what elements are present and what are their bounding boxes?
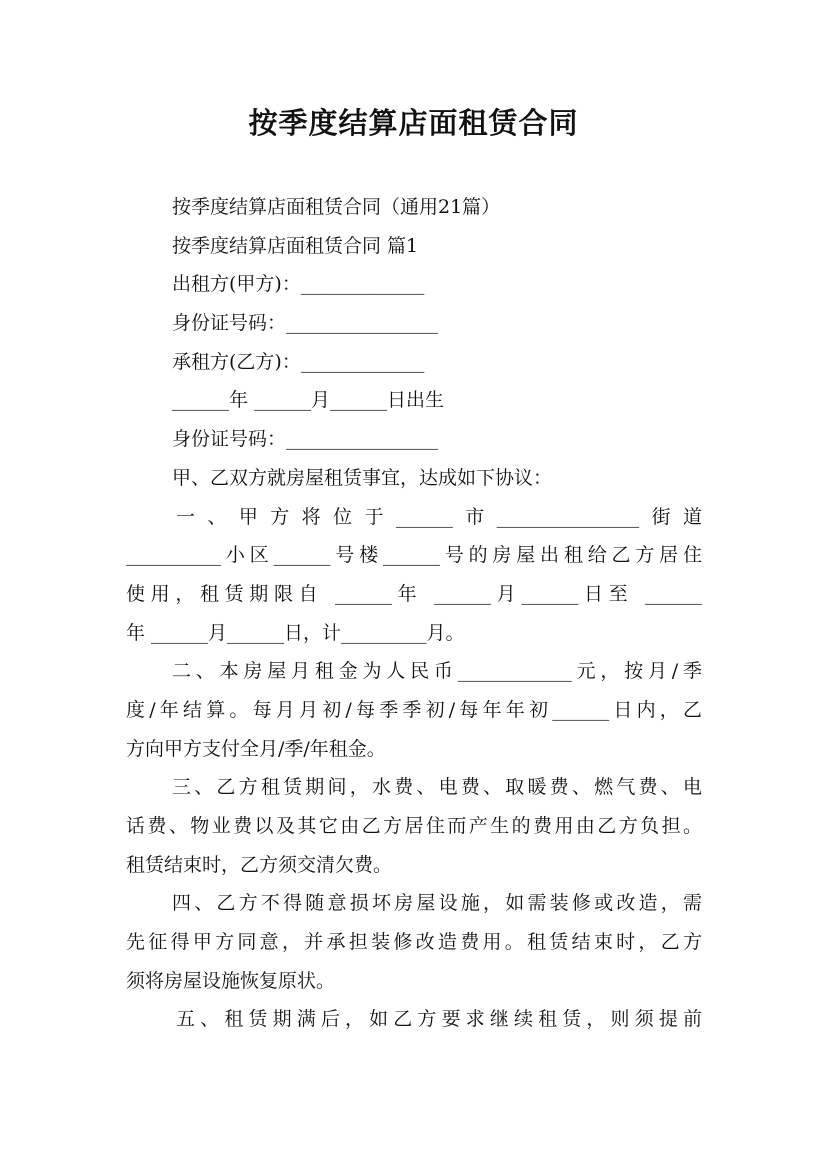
- clause-4-line: 四、乙方不得随意损坏房屋设施，如需装修或改造，需: [172, 892, 702, 915]
- clause-3-line: 话费、物业费以及其它由乙方居住而产生的费用由乙方负担。: [126, 815, 702, 837]
- section-heading: 按季度结算店面租赁合同 篇1: [172, 234, 419, 257]
- clause-3-line: 三、乙方租赁期间，水费、电费、取暖费、燃气费、电: [172, 776, 702, 799]
- clause-4-line: 先征得甲方同意，并承担装修改造费用。租赁结束时，乙方: [126, 931, 702, 954]
- clause-1-line: __________小区______号楼______号的房屋出租给乙方居住: [126, 544, 702, 567]
- lessee-id-field: 身份证号码：________________: [172, 428, 439, 451]
- clause-2-line: 方向甲方支付全月/季/年租金。: [126, 737, 386, 760]
- lessee-field: 承租方(乙方)：_____________: [172, 350, 425, 373]
- clause-2-line: 度/年结算。每月月初/每季季初/每年年初______日内，乙: [126, 698, 702, 721]
- clause-4-line: 须将房屋设施恢复原状。: [126, 969, 336, 992]
- clause-1-line: 一、甲方将位于______市_______________街道: [176, 505, 702, 528]
- lessor-field: 出租方(甲方)：_____________: [172, 273, 425, 296]
- lessor-id-field: 身份证号码：________________: [172, 312, 439, 335]
- clause-5-line: 五、租赁期满后，如乙方要求继续租赁，则须提前: [176, 1008, 702, 1031]
- clause-1-line: 年 ______月______日，计_________月。: [126, 621, 465, 644]
- agreement-intro: 甲、乙双方就房屋租赁事宜，达成如下协议：: [172, 466, 553, 489]
- clause-3-line: 租赁结束时，乙方须交清欠费。: [126, 853, 393, 876]
- document-title: 按季度结算店面租赁合同: [248, 106, 579, 140]
- lessee-birthdate-field: ______年 ______月______日出生: [172, 389, 445, 412]
- clause-2-line: 二、本房屋月租金为人民币____________元，按月/季: [172, 660, 702, 683]
- document-body: [126, 188, 702, 1039]
- subtitle-line: 按季度结算店面租赁合同（通用21篇）: [172, 196, 501, 218]
- clause-1-line: 使用，租赁期限自 ______年 ______月______日至 ______: [126, 582, 702, 605]
